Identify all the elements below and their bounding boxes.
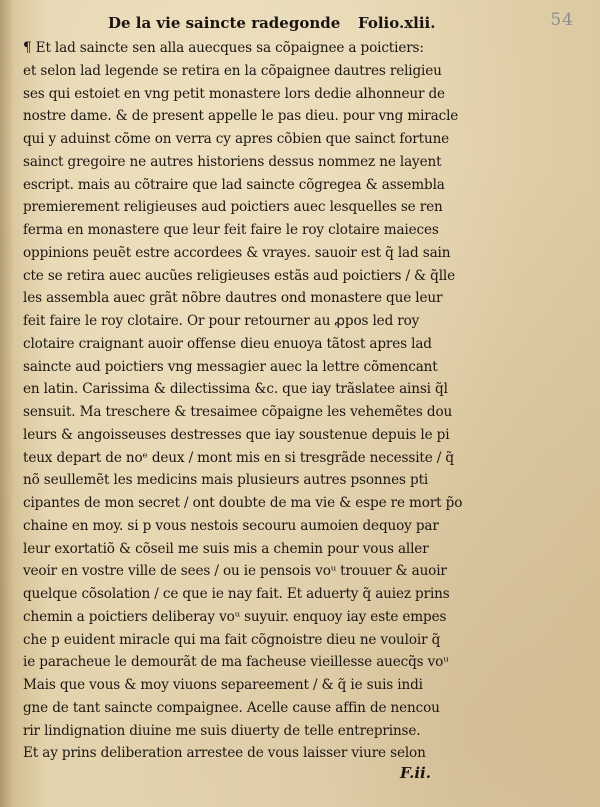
folio-number: Folio.xlii.: [358, 14, 436, 32]
text-line: ie paracheue le demourãt de ma facheuse vieillesse auecq̃s voᵘ: [23, 654, 449, 671]
text-line: veoir en vostre ville de sees / ou ie pensois voᵘ trouuer & auoir: [23, 563, 447, 580]
text-line: che p euident miracle qui ma fait cõgnoistre dieu ne vouloir q̃: [23, 631, 441, 648]
text-block: [23, 37, 503, 765]
running-head-title: De la vie saincte radegonde: [108, 14, 341, 32]
text-line: nõ seullemẽt les medicins mais plusieurs autres psonnes pti: [23, 472, 429, 489]
text-line: quelque cõsolation / ce que ie nay fait. Et aduerty q̃ auiez prins: [23, 586, 450, 602]
running-head: [108, 14, 468, 32]
text-line: premierement religieuses aud poictiers auec lesquelles se ren: [23, 199, 443, 216]
text-line: Mais que vous & moy viuons separeement / & q̃ ie suis indi: [23, 677, 423, 693]
text-line: chaine en moy. si p vous nestois secouru aumoien dequoy par: [23, 517, 439, 534]
page-edge-shadow: [0, 0, 14, 807]
signature-mark: F.ii.: [400, 764, 431, 782]
text-line: leurs & angoisseuses destresses que iay soustenue depuis le pi: [23, 426, 450, 443]
text-line: en latin. Carissima & dilectissima &c. que iay trãslatee ainsi q̃l: [23, 381, 448, 398]
text-line: sensuit. Ma treschere & tresaimee cõpaigne les vehemẽtes dou: [23, 404, 453, 420]
text-line: et selon lad legende se retira en la cõpaignee dautres religieu: [23, 62, 442, 79]
text-line: teux depart de noᵉ deux / mont mis en si tresgrãde necessite / q̃: [23, 449, 454, 466]
text-line: ses qui estoiet en vng petit monastere lors dedie alhonneur de: [23, 85, 445, 102]
text-line: nostre dame. & de present appelle le pas dieu. pour vng miracle: [23, 108, 459, 125]
text-line: feit faire le roy clotaire. Or pour retourner au ꝓpos led roy: [23, 313, 420, 329]
text-line: les assembla auec grãt nõbre dautres ond monastere que leur: [23, 290, 443, 307]
text-line: rir lindignation diuine me suis diuerty de telle entreprinse.: [23, 722, 421, 739]
text-line: leur exortatiõ & cõseil me suis mis a chemin pour vous aller: [23, 540, 429, 557]
text-line: gne de tant saincte compaignee. Acelle cause affin de nencou: [23, 699, 440, 716]
text-line: ¶ Et lad saincte sen alla auecques sa cõpaignee a poictiers:: [23, 40, 424, 56]
text-line: oppinions peuẽt estre accordees & vrayes. sauoir est q̃ lad sain: [23, 244, 451, 261]
text-line: ferma en monastere que leur feit faire le roy clotaire maieces: [23, 222, 439, 238]
text-line: cipantes de mon secret / ont doubte de ma vie & espe re mort p̃o: [23, 495, 463, 511]
text-line: clotaire craignant auoir offense dieu enuoya tãtost apres lad: [23, 335, 432, 352]
text-line: qui y aduinst cõme on verra cy apres cõbien que sainct fortune: [23, 131, 450, 147]
text-line: Et ay prins deliberation arrestee de vous laisser viure selon: [23, 745, 426, 762]
text-line: escript. mais au cõtraire que lad saincte cõgregea & assembla: [23, 176, 445, 193]
text-line: cte se retira auec aucũes religieuses estãs aud poictiers / & q̃lle: [23, 267, 456, 284]
text-line: saincte aud poictiers vng messagier auec la lettre cõmencant: [23, 358, 438, 375]
text-line: chemin a poictiers deliberay voᵘ suyuir. enquoy iay este empes: [23, 608, 447, 625]
page-number: 54: [550, 10, 574, 30]
text-line: sainct gregoire ne autres historiens dessus nommez ne layent: [23, 153, 442, 170]
